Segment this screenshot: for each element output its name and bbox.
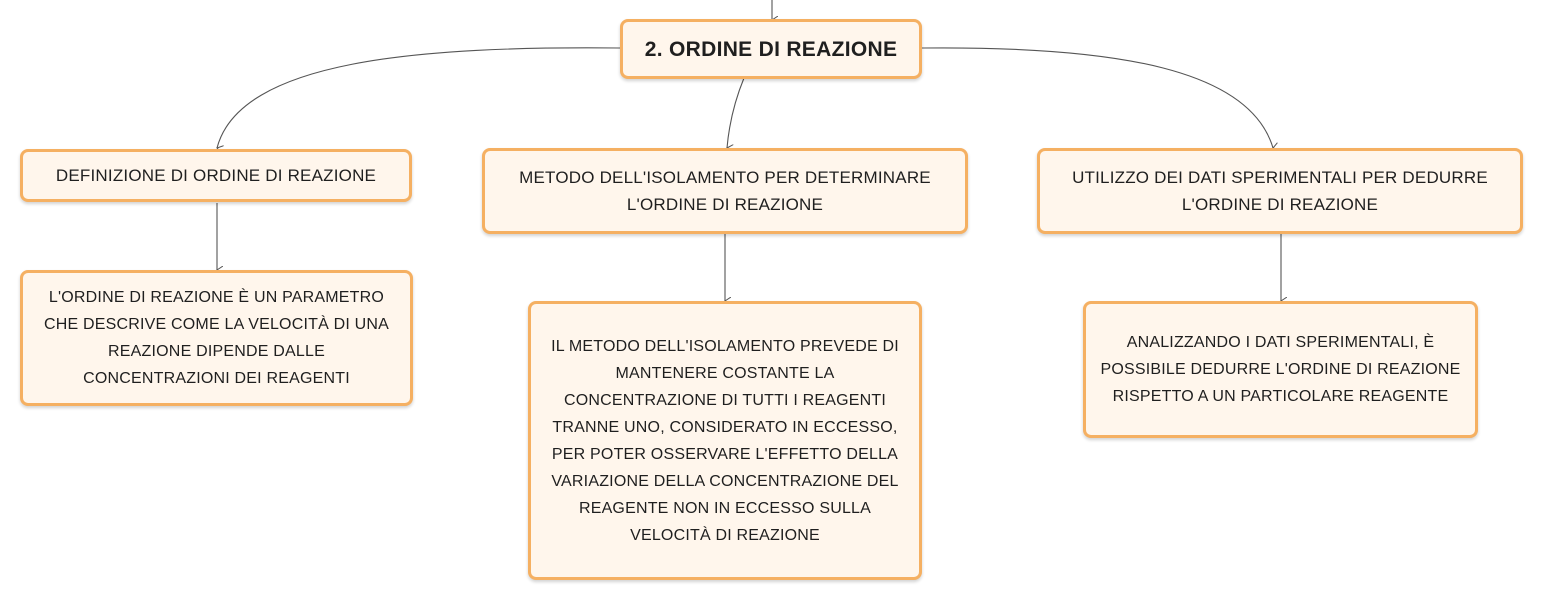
topic-node-definition[interactable]	[20, 149, 412, 202]
topic-node-label: UTILIZZO DEI DATI SPERIMENTALI PER DEDURRE L'ORDINE DI REAZIONE	[1072, 168, 1488, 214]
detail-node-text: IL METODO DELL'ISOLAMENTO PREVEDE DI MANTENERE COSTANTE LA CONCENTRAZIONE DI TUTTI I REAGENTI TRANNE UNO, CONSIDERATO IN ECCESSO, PER POTER OSSERVARE L'EFFETTO DELLA VARIAZIONE DELLA CONCENTRAZIONE DEL REAGENTE NON IN ECCESSO SULLA VELOCITÀ DI REAZIONE	[551, 337, 899, 544]
detail-node-isolation-method[interactable]	[528, 301, 922, 580]
topic-node-isolation-method[interactable]	[482, 148, 968, 234]
connector-root-to-topic-3	[922, 48, 1273, 148]
connector-root-to-topic-1	[217, 48, 620, 148]
root-node-title[interactable]	[620, 19, 922, 79]
topic-node-experimental-data[interactable]	[1037, 148, 1523, 234]
topic-node-label: DEFINIZIONE DI ORDINE DI REAZIONE	[55, 166, 377, 185]
detail-node-experimental-data[interactable]	[1083, 301, 1478, 438]
topic-node-label: METODO DELL'ISOLAMENTO PER DETERMINARE L'ORDINE DI REAZIONE	[519, 168, 931, 214]
detail-node-definition[interactable]	[20, 270, 413, 406]
detail-node-text: ANALIZZANDO I DATI SPERIMENTALI, È POSSIBILE DEDURRE L'ORDINE DI REAZIONE RISPETTO A UN PARTICOLARE REAGENTE	[1100, 334, 1461, 405]
connector-root-to-topic-2	[727, 78, 744, 148]
root-node-label: 2. ORDINE DI REAZIONE	[644, 37, 898, 61]
detail-node-text: L'ORDINE DI REAZIONE È UN PARAMETRO CHE DESCRIVE COME LA VELOCITÀ DI UNA REAZIONE DIPENDE DALLE CONCENTRAZIONI DEI REAGENTI	[43, 289, 390, 387]
